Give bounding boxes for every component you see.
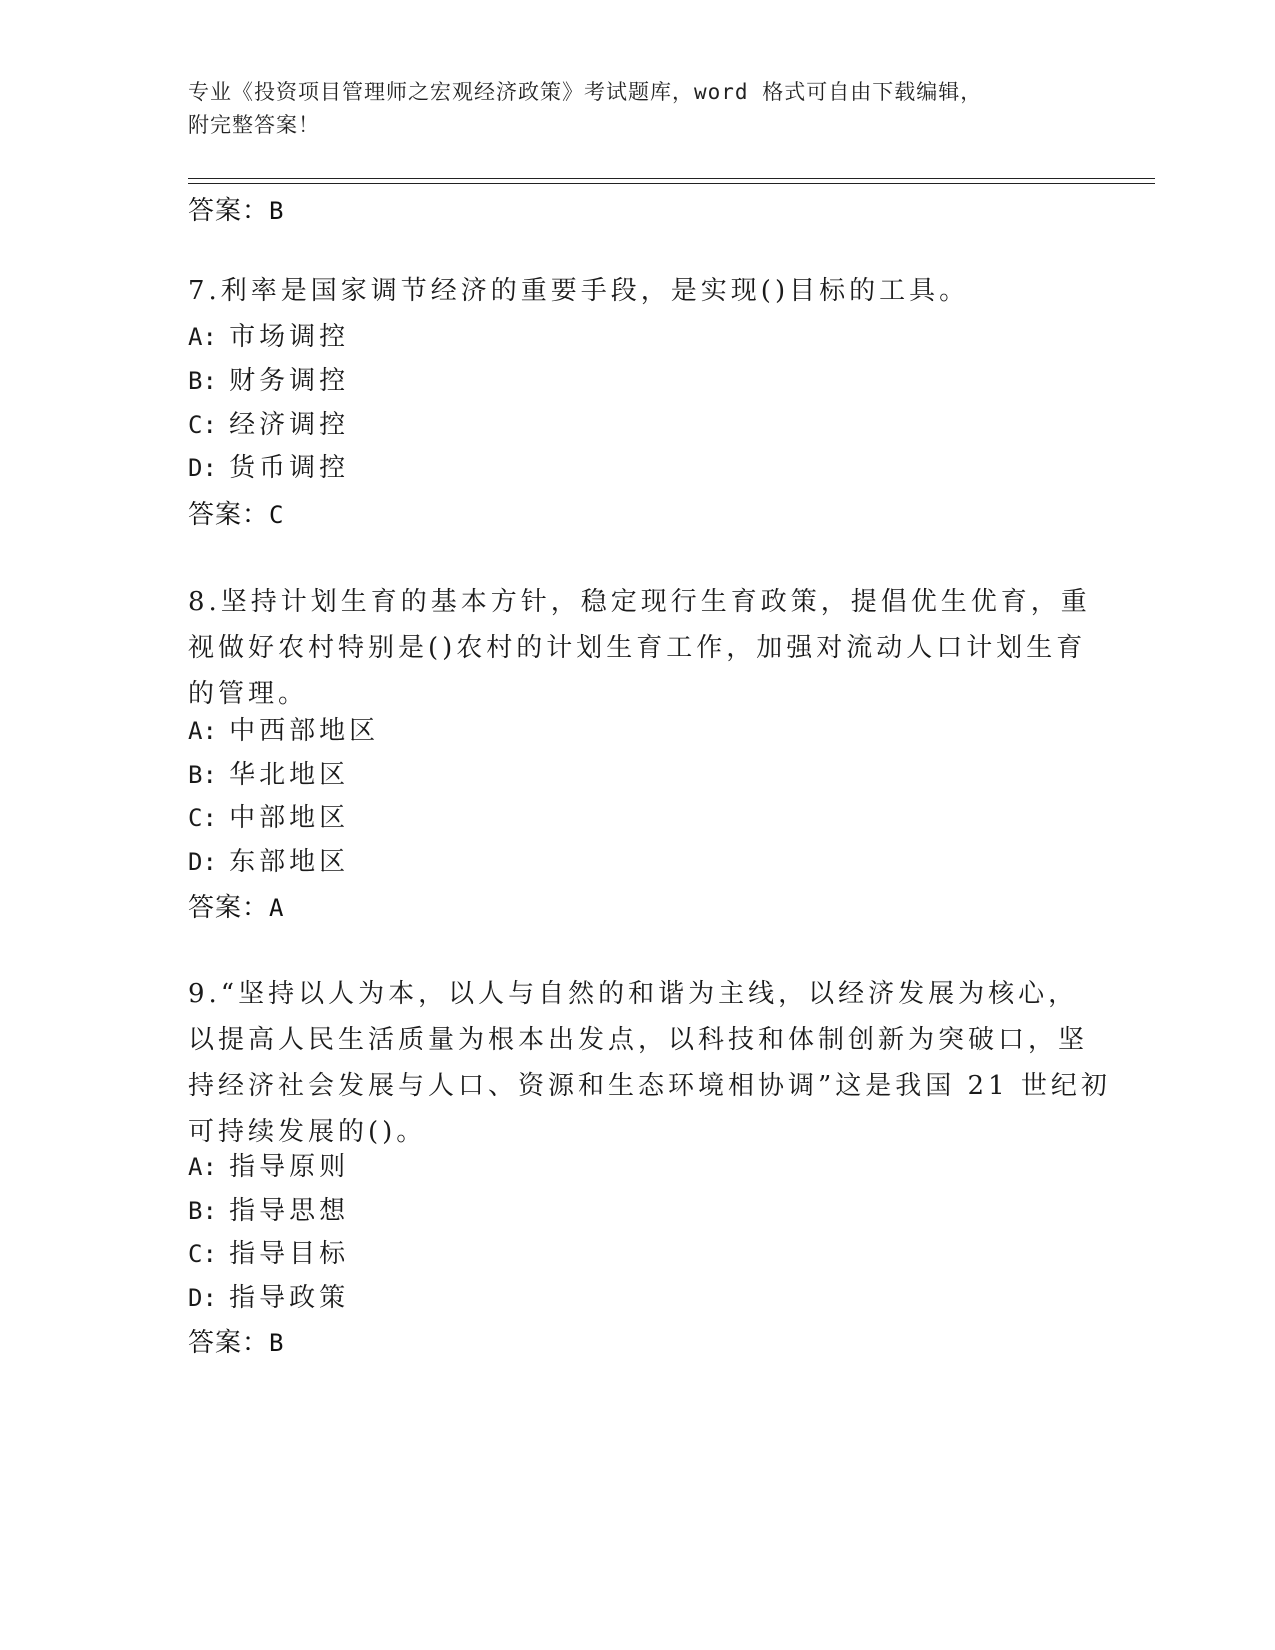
option-text: 指导原则 bbox=[229, 1152, 350, 1182]
answer-value: B bbox=[269, 197, 285, 225]
option-text: 经济调控 bbox=[229, 410, 350, 440]
option-letter: A: bbox=[188, 323, 217, 351]
header-line-1: 专业《投资项目管理师之宏观经济政策》考试题库，word 格式可自由下载编辑， bbox=[188, 80, 983, 104]
option-letter: C: bbox=[188, 411, 217, 439]
option-text: 指导思想 bbox=[229, 1196, 350, 1226]
option-text: 华北地区 bbox=[229, 760, 350, 790]
option-text: 东部地区 bbox=[229, 847, 350, 877]
option-text: 市场调控 bbox=[229, 322, 350, 352]
question-8-option-a bbox=[188, 710, 379, 747]
option-text: 财务调控 bbox=[229, 366, 350, 396]
question-line: 的管理。 bbox=[188, 679, 309, 709]
answer-label: 答案： bbox=[188, 196, 270, 226]
answer-value: A bbox=[269, 894, 285, 922]
option-letter: D: bbox=[188, 1284, 217, 1312]
question-line: 9.“坚持以人为本，以人与自然的和谐为主线，以经济发展为核心， bbox=[188, 979, 1079, 1009]
option-letter: B: bbox=[188, 1197, 217, 1225]
question-8-option-c bbox=[188, 797, 349, 834]
question-9-option-a bbox=[188, 1146, 349, 1183]
option-text: 指导政策 bbox=[229, 1283, 350, 1313]
header-divider-top bbox=[188, 178, 1155, 179]
header-line-2: 附完整答案！ bbox=[188, 113, 320, 137]
question-9-answer bbox=[188, 1322, 284, 1359]
option-letter: D: bbox=[188, 848, 217, 876]
answer-label: 答案： bbox=[188, 1328, 270, 1358]
option-letter: A: bbox=[188, 717, 217, 745]
question-7-option-d bbox=[188, 447, 349, 484]
option-text: 中部地区 bbox=[229, 803, 350, 833]
question-7-option-c bbox=[188, 404, 349, 441]
question-8-option-d bbox=[188, 841, 349, 878]
option-text: 指导目标 bbox=[229, 1239, 350, 1269]
option-text: 货币调控 bbox=[229, 453, 350, 483]
answer-label: 答案： bbox=[188, 500, 270, 530]
question-line: 8.坚持计划生育的基本方针，稳定现行生育政策，提倡优生优育，重 bbox=[188, 587, 1091, 617]
option-text: 中西部地区 bbox=[229, 716, 380, 746]
question-7-option-a bbox=[188, 316, 349, 353]
answer-label: 答案： bbox=[188, 893, 270, 923]
answer-value: B bbox=[269, 1329, 285, 1357]
document-header bbox=[188, 76, 1088, 142]
question-7-answer bbox=[188, 494, 284, 531]
question-line: 视做好农村特别是()农村的计划生育工作，加强对流动人口计划生育 bbox=[188, 633, 1087, 663]
question-7-text bbox=[188, 268, 969, 314]
question-line: 持经济社会发展与人口、资源和生态环境相协调”这是我国 21 世纪初 bbox=[188, 1071, 1111, 1101]
question-8-text bbox=[188, 579, 1091, 717]
question-9-text bbox=[188, 971, 1111, 1155]
question-8-answer bbox=[188, 887, 284, 924]
question-8-option-b bbox=[188, 754, 349, 791]
option-letter: B: bbox=[188, 761, 217, 789]
question-9-option-b bbox=[188, 1190, 349, 1227]
answer-value: C bbox=[269, 501, 285, 529]
question-9-option-d bbox=[188, 1277, 349, 1314]
question-line: 7.利率是国家调节经济的重要手段，是实现()目标的工具。 bbox=[188, 276, 970, 306]
question-line: 可持续发展的()。 bbox=[188, 1117, 427, 1147]
option-letter: C: bbox=[188, 1240, 217, 1268]
question-9-option-c bbox=[188, 1233, 349, 1270]
option-letter: B: bbox=[188, 367, 217, 395]
answer-line-prev bbox=[188, 190, 284, 227]
option-letter: D: bbox=[188, 454, 217, 482]
question-line: 以提高人民生活质量为根本出发点，以科技和体制创新为突破口，坚 bbox=[188, 1025, 1089, 1055]
question-7-option-b bbox=[188, 360, 349, 397]
option-letter: A: bbox=[188, 1153, 217, 1181]
option-letter: C: bbox=[188, 804, 217, 832]
header-divider-bottom bbox=[188, 183, 1155, 184]
